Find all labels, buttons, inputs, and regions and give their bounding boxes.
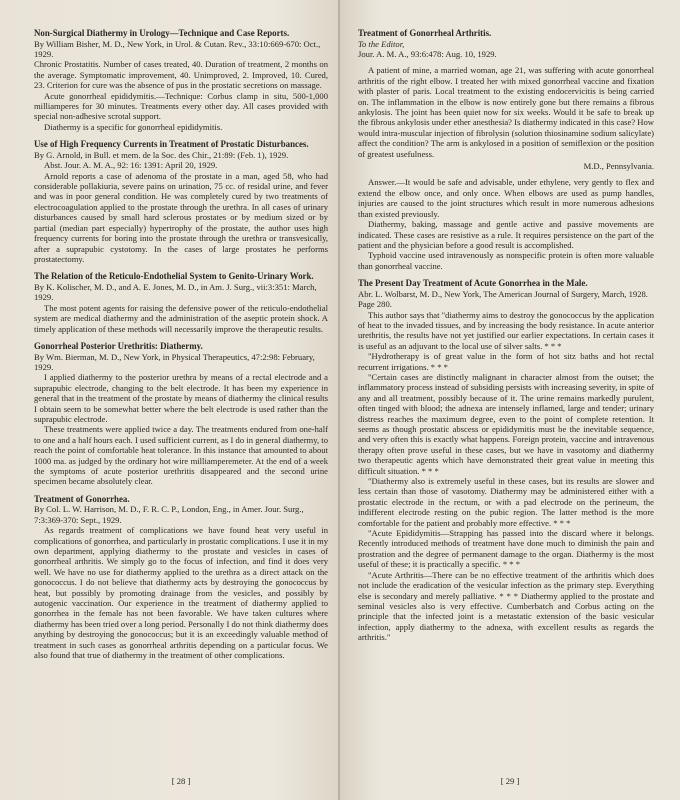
article-paragraph: This author says that "diathermy aims to destroy the gonococcus by the application of heat to the invaded tissues, and by increasing the body resistance. In acute anterior urethritis, the results have not yet justified our earlier expectations. In certain cases it is useful as an adjuvant to the local use of silver salts. * * *: [358, 309, 654, 351]
article-byline: By William Bisher, M. D., New York, in Urol. & Cutan. Rev., 33:10:669-670: Oct., 1929.: [34, 38, 321, 59]
article-abstract-line: Abst. Jour. A. M. A., 92: 16: 1391: April 20, 1929.: [44, 160, 218, 171]
article-title: Gonorrheal Posterior Urethritis: Diathermy.: [34, 340, 203, 351]
article-acute-gonorrhea-male: [358, 278, 654, 642]
article-paragraph: "Acute Epididymitis—Strapping has passed into the discard where it belongs. Recently introduced methods of treatment have done much to diminish the pain and prostration and the degree of permanent damage to the organ. Diathermy is the most useful of these; it is practically a specific. * * *: [358, 528, 654, 570]
article-title: Non-Surgical Diathermy in Urology—Technique and Case Reports.: [34, 28, 290, 38]
article-paragraph: "Acute Arthritis—There can be no effective treatment of the arthritis which does not include the eradication of the vesicular infection as the primary step. Everything else is secondary and merely palliative. * * * Diathermy applied to the prostate and seminal vesicles also is very effective. Cumberbatch and Corbus acting on the principle that the infected joint is a metastatic extension of the basic vesicular infection, apply diathermy to the adnexa, with excellent results as regards the arthritis.": [358, 569, 654, 643]
article-paragraph: Acute gonorrheal epididymitis.—Technique: Corbus clamp in situ, 500-1,000 milliamperes for 30 minutes. Treatments every other day. All cases provided with special non-adhesive scrotal support.: [34, 90, 328, 122]
left-column: [34, 28, 328, 661]
article-high-frequency-currents: [34, 139, 328, 264]
article-line: To the Editor,: [358, 38, 405, 49]
article-paragraph: Arnold reports a case of adenoma of the prostate in a man, aged 58, who had considerable pollakiuria, severe pains on urination, 75 cc. of residal urine, and fever and was in poor general condition. He was completely cured by two treatments of electrocoagulation applied to the prostate through the urethra. In all cases of urinary disturbances caused by small hard sclerous prostates or by medium sized or by partial (median part especially) hypertrophy of the prostate, the author uses high frequency currents for boring into the prostate through the urethra or transvesically, after a suprapubic cystotomy. In the cases of large prostates he performs prostatectomy.: [34, 170, 328, 264]
article-title: The Relation of the Reticulo-Endothelial System to Genito-Urinary Work.: [34, 271, 314, 282]
article-title: Treatment of Gonorrheal Arthritis.: [358, 28, 492, 38]
answer-paragraph: Answer.—It would be safe and advisable, under ethylene, very gently to flex and extend the elbow once, and only once. When elbows are used as pump handles, injuries are caused to the joint structures which result in more numerous adhesions than existed previously.: [358, 177, 654, 219]
answer-paragraph: Typhoid vaccine used intravenously as nonspecific protein is often more valuable than gonorrheal vaccine.: [358, 250, 654, 271]
article-treatment-of-gonorrhea: [34, 494, 328, 661]
article-paragraph: "Certain cases are distinctly malignant in character almost from the outset; the inflammatory process instead of subsiding persists with increasing severity, in spite of any and all treatment, possibly because of it. The urine remains markedly purulent, often tinged with blood; the adnexa are intensely inflamed, large and tender; urinary distress reaches the maximum degree, even to the point of complete retention. It seems as though prostatic abscess or epididymitis must be the inevitable sequence, and very often this is exactly what happens. Foreign protein, vaccine and intravenous therapy often prove useful in these cases, but we have in vasotomy and diathermy two therapeutic agents which have demonstrated their great value in meeting this difficult situation. * * *: [358, 371, 654, 476]
article-byline: By K. Kolischer, M. D., and A. E. Jones, M. D., in Am. J. Surg., vii:3:351: March, 1929.: [34, 281, 317, 303]
article-paragraph: These treatments were applied twice a day. The treatments endured from one-half to one and a half hours each. I used sufficient current, as I do in general diathermy, to reach the point of comfortable heat tolerance. In this instance that amounted to about 1000 ma. as judged by the ordinary hot wire milliamperemeter. At the end of a week the symptoms of acute posterior urethritis disappeared and the second urine specimen became absolutely clear.: [34, 424, 328, 487]
article-byline: By G. Arnold, in Bull. et mem. de la Soc. des Chir., 21:89: (Feb. 1), 1929.: [34, 149, 289, 160]
page-number: [ 29 ]: [500, 776, 520, 786]
article-line: Jour. A. M. A., 93:6:478: Aug. 10, 1929.: [358, 49, 497, 59]
article-title: Treatment of Gonorrhea.: [34, 493, 130, 504]
article-nonsurgical-diathermy: [34, 28, 328, 132]
article-byline: By Wm. Bierman, M. D., New York, in Physical Therapeutics, 47:2:98: February, 1929.: [34, 351, 315, 372]
answer-paragraph: Diathermy, baking, massage and gentle active and passive movements are indicated. These cases are resistive as a rule. It requires persistence on the part of the patient and the physician before a good result is accomplished.: [358, 219, 654, 250]
article-posterior-urethritis: [34, 341, 328, 487]
article-paragraph: As regards treatment of complications we have found heat very useful in complications of gonorrhea, and particularly in prostatic complications. I use it in my own department, applying diathermy to the prostate and vesicles in cases of gonorrheal arthritis. We simply go to the focus of infection, and find it does very well. We have no use for diathermy applied to the urethra as a direct attack on the gonococcus. I do not believe that diathermy acts by destroying the gonococcus by heat, but possibly by promoting drainage from the vesicles, and possibly by autogenic vaccination. Our experience in the treatment of diathermy applied to gonorrhea in the female has not been favorable. We have taken cultures where diathermy has been tried over a long period. Personally I do not think diathermy does anything by destroying the gonococcus; but it is an exceedingly valuable method of treatment in such cases as gonorrheal arthritis depending on a particular focus. We also found that true of diathermy in the treatment of other complications.: [34, 525, 328, 661]
article-paragraph: A patient of mine, a married woman, age 21, was suffering with acute gonorrheal arthritis of the right elbow. I treated her with mixed gonorrheal vaccine and fixation with plaster of paris. Local treatment to the existing endocervicitis is being carried on. The inflammation in the elbow is now entirely gone but there remains a fibrous ankylosis. The joint has been quiet now for six weeks. Would it be safe to break up the fibrous ankylosis under ether anesthesia? Is diathermy indicated in this case? How would intra-muscular injection of fibrolysin (solution thiosinamine sodium salicylate) affect the condition? The arm is ankylosed in a position of semiflexion or the position of greatest usefulness.: [358, 65, 654, 159]
article-paragraph: The most potent agents for raising the defensive power of the reticulo-endothelial system are medical diathermy and the administration of the aseptic protein shock. A timely application of these methods will necessarily improve the therapeutic results.: [34, 302, 328, 334]
article-byline: Abr. L. Wolbarst, M. D., New York, The American Journal of Surgery, March, 1928. Page 280.: [358, 288, 648, 310]
article-paragraph: Chronic Prostatitis. Number of cases treated, 40. Duration of treatment, 2 months on the average. Symptomatic improvement, 40. Unimproved, 2. Improved, 10. Cured, 23. Criterion for cure was the absence of pus in the prostatic secretions on massage.: [34, 59, 328, 91]
article-gonorrheal-arthritis: [358, 28, 654, 271]
article-title: The Present Day Treatment of Acute Gonorrhea in the Male.: [358, 278, 588, 289]
article-paragraph: "Diathermy also is extremely useful in these cases, but its results are slower and less certain than those of vasotomy. Diathermy may be administered either with a prostatic electrode in the rectum, or with a pad electrode on the perineum, the indifferent electrode resting on the pubic region. The latter method is the more comfortable for the patient and probably more effective. * * *: [358, 476, 654, 528]
article-paragraph: I applied diathermy to the posterior urethra by means of a rectal electrode and a suprapubic electrode, changing to the belt electrode. It has been my experience in general that in the treatment of the prostate by means of diathermy the clinical results I obtain seem to be somewhat better where the belt electrode is used rather than the suprapubic electrode.: [34, 372, 328, 424]
article-reticulo-endothelial: [34, 271, 328, 334]
right-column: [358, 28, 654, 643]
article-title: Use of High Frequency Currents in Treatment of Prostatic Disturbances.: [34, 139, 309, 150]
letter-signature: M.D., Pennsylvania.: [583, 161, 654, 172]
article-paragraph: "Hydrotherapy is of great value in the form of hot sitz baths and hot rectal recurrent irrigations. * * *: [358, 351, 654, 372]
article-byline: By Col. L. W. Harrison, M. D., F. R. C. P., London, Eng., in Amer. Jour. Surg., 7:3:369-370: Sept., 1929.: [34, 504, 304, 525]
page-number: [ 28 ]: [171, 776, 191, 786]
right-page: [340, 0, 680, 800]
article-paragraph: Diathermy is a specific for gonorrheal epididymitis.: [44, 121, 223, 132]
